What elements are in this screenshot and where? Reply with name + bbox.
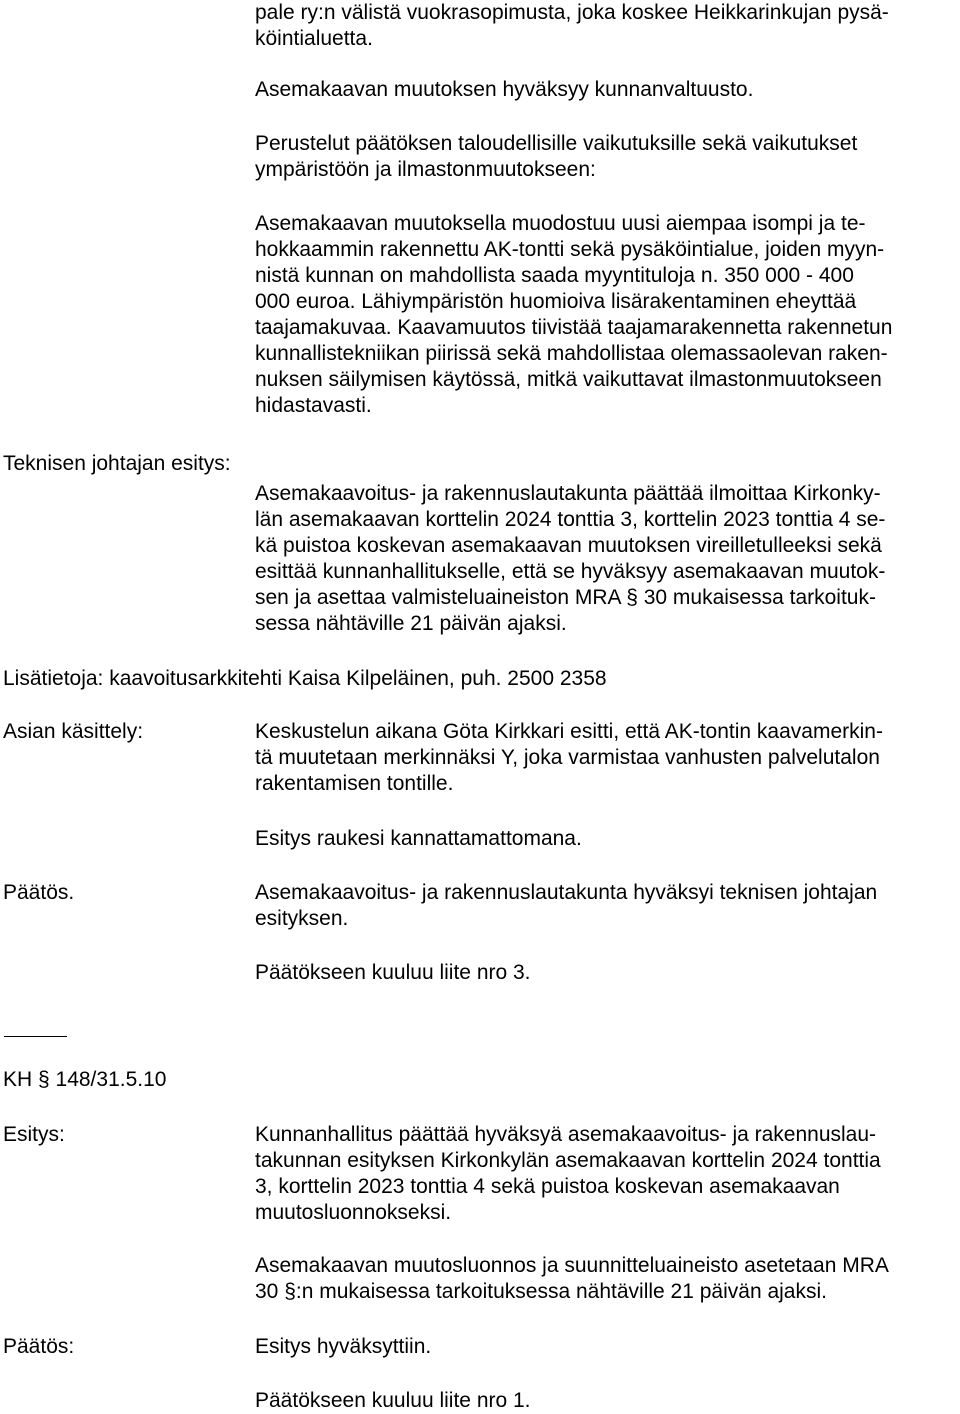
kh-proposal-body-line-4: muutosluonnokseksi. <box>255 1201 452 1224</box>
rationale-body-line-8: hidastavasti. <box>255 394 372 417</box>
decision-1-body-line-2: esityksen. <box>255 907 349 930</box>
continuation-line-1: pale ry:n välistä vuokrasopimusta, joka koskee Heikkarinkujan pysä- <box>255 1 889 24</box>
decision-1-attachment: Päätökseen kuuluu liite nro 3. <box>255 961 531 984</box>
decision-1-body-line-1: Asemakaavoitus- ja rakennuslautakunta hyväksyi teknisen johtajan <box>255 881 878 904</box>
proposal-body-line-2: län asemakaavan korttelin 2024 tonttia 3, korttelin 2023 tonttia 4 se- <box>255 508 886 531</box>
proposal-body-line-3: kä puistoa koskevan asemakaavan muutoksen vireilletulleeksi sekä <box>255 534 882 557</box>
section-divider <box>4 1036 67 1037</box>
kh-decision-attachment: Päätökseen kuuluu liite nro 1. <box>255 1389 531 1412</box>
handling-body-line-1: Keskustelun aikana Göta Kirkkari esitti, että AK-tontin kaavamerkin- <box>255 720 883 743</box>
kh-decision-body: Esitys hyväksyttiin. <box>255 1335 432 1358</box>
approval-line: Asemakaavan muutoksen hyväksyy kunnanvaltuusto. <box>255 78 754 101</box>
kh-proposal-extra-line-2: 30 §:n mukaisessa tarkoituksessa nähtäville 21 päivän ajaksi. <box>255 1280 827 1303</box>
kh-proposal-body-line-1: Kunnanhallitus päättää hyväksyä asemakaavoitus- ja rakennuslau- <box>255 1123 877 1146</box>
rationale-heading-line-1: Perustelut päätöksen taloudellisille vaikutuksille sekä vaikutukset <box>255 132 858 155</box>
rationale-body-line-2: hokkaammin rakennettu AK-tontti sekä pysäköintialue, joiden myyn- <box>255 238 885 261</box>
continuation-line-2: köintialuetta. <box>255 27 373 50</box>
decision-1-label: Päätös. <box>3 881 75 904</box>
kh-proposal-label: Esitys: <box>3 1123 65 1146</box>
handling-label: Asian käsittely: <box>3 720 144 743</box>
rationale-body-line-3: nistä kunnan on mahdollista saada myyntituloja n. 350 000 - 400 <box>255 264 854 287</box>
proposal-body-line-5: sen ja asettaa valmisteluaineiston MRA § 30 mukaisessa tarkoituk- <box>255 586 876 609</box>
proposal-body-line-4: esittää kunnanhallitukselle, että se hyväksyy asemakaavan muutok- <box>255 560 886 583</box>
kh-reference: KH § 148/31.5.10 <box>3 1068 167 1091</box>
handling-body-line-3: rakentamisen tontille. <box>255 772 454 795</box>
kh-proposal-body-line-2: takunnan esityksen Kirkonkylän asemakaavan korttelin 2024 tonttia <box>255 1149 881 1172</box>
rationale-body-line-5: taajamakuvaa. Kaavamuutos tiivistää taajamarakennetta rakennetun <box>255 316 893 339</box>
rationale-body-line-6: kunnallistekniikan piirissä sekä mahdollistaa olemassaolevan raken- <box>255 342 888 365</box>
kh-proposal-extra-line-1: Asemakaavan muutosluonnos ja suunnitteluaineisto asetetaan MRA <box>255 1254 889 1277</box>
rationale-heading-line-2: ympäristöön ja ilmastonmuutokseen: <box>255 158 596 181</box>
rationale-body-line-4: 000 euroa. Lähiympäristön huomioiva lisärakentaminen eheyttää <box>255 290 857 313</box>
rationale-body-line-7: nuksen säilymisen käytössä, mitkä vaikuttavat ilmastonmuutokseen <box>255 368 882 391</box>
handling-body-line-2: tä muutetaan merkinnäksi Y, joka varmistaa vanhusten palvelutalon <box>255 746 880 769</box>
proposal-body-line-6: sessa nähtäville 21 päivän ajaksi. <box>255 612 567 635</box>
proposal-body-line-1: Asemakaavoitus- ja rakennuslautakunta päättää ilmoittaa Kirkonky- <box>255 482 881 505</box>
contact-line: Lisätietoja: kaavoitusarkkitehti Kaisa Kilpeläinen, puh. 2500 2358 <box>3 667 607 690</box>
proposal-label: Teknisen johtajan esitys: <box>3 452 231 475</box>
kh-proposal-body-line-3: 3, korttelin 2023 tonttia 4 sekä puistoa koskevan asemakaavan <box>255 1175 840 1198</box>
handling-result: Esitys raukesi kannattamattomana. <box>255 827 582 850</box>
kh-decision-label: Päätös: <box>3 1335 75 1358</box>
rationale-body-line-1: Asemakaavan muutoksella muodostuu uusi aiempaa isompi ja te- <box>255 212 866 235</box>
